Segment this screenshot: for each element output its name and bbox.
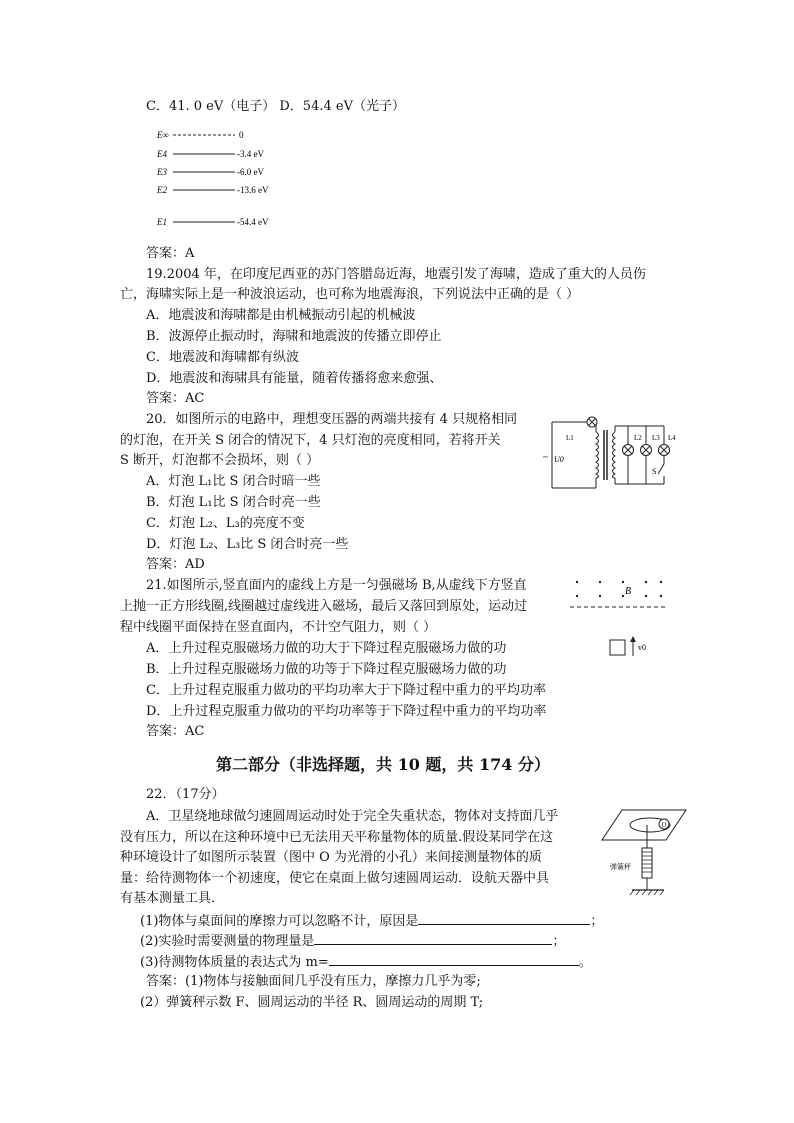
label-spring-scale: 弹簧秤 [610, 863, 631, 871]
q19-option-b: B．波源停止振动时，海啸和地震波的传播立即停止 [146, 329, 442, 344]
q20-stem-line1: 20．如图所示的电路中，理想变压器的两端共接有 4 只规格相同 [146, 412, 518, 427]
q20-answer: 答案：AD [146, 557, 205, 572]
magnetic-field-diagram [566, 576, 676, 662]
q18-options-cd: C．41. 0 eV（电子） D．54.4 eV（光子） [146, 99, 405, 114]
q19-option-a: A．地震波和海啸都是由机械振动引起的机械波 [146, 308, 416, 323]
q22-sub1-end: ； [590, 914, 604, 929]
q19-option-c: C．地震波和海啸都有纵波 [146, 350, 299, 365]
level-value: -54.4 eV [237, 217, 269, 227]
q22-para-line1: A．卫星绕地球做匀速圆周运动时处于完全失重状态，物体对支持面几乎 [146, 809, 559, 824]
label-l1: L1 [566, 434, 574, 442]
q19-answer: 答案：AC [146, 391, 205, 406]
level-label: E3 [157, 167, 167, 177]
q22-sub2 [140, 932, 565, 951]
level-label: E4 [157, 149, 167, 159]
lamp-l1 [587, 417, 597, 427]
arrow-up-icon [630, 636, 636, 642]
label-l2: L2 [634, 434, 642, 442]
q20-stem-line2: 的灯泡，在开关 S 闭合的情况下，4 只灯泡的亮度相同，若将开关 [120, 433, 501, 448]
q22-para-line5: 有基本测量工具． [120, 891, 225, 906]
q21-stem-line2: 上抛一正方形线圈,线圈越过虚线进入磁场，最后又落回到原处，运动过 [120, 599, 528, 614]
q22-sub1-text: (1)物体与桌面间的摩擦力可以忽略不计，原因是 [140, 914, 419, 929]
square-coil [610, 640, 625, 655]
q19-stem-line2: 亡，海啸实际上是一种波浪运动，也可称为地震海浪，下列说法中正确的是（ ） [120, 287, 580, 302]
label-v0: v0 [638, 643, 646, 652]
q20-option-a: A．灯泡 L₁比 S 闭合时暗一些 [146, 474, 321, 489]
q20-stem-line3: S 断开，灯泡都不会损坏，则（ ） [120, 453, 320, 468]
label-u0: U0 [554, 455, 564, 464]
label-switch: S [652, 467, 657, 476]
answer-blank-2[interactable] [314, 932, 552, 945]
label-ac: ~ [543, 452, 548, 462]
answer-blank-1[interactable] [418, 912, 590, 925]
level-label: E1 [157, 217, 167, 227]
q22-sub3-end: 。 [578, 955, 592, 970]
q19-stem-line1: 19.2004 年，在印度尼西亚的苏门答腊岛近海，地震引发了海啸，造成了重大的人员伤 [146, 267, 646, 282]
q22-sub3 [140, 953, 592, 972]
q20-option-c: C．灯泡 L₂、L₃的亮度不变 [146, 516, 305, 531]
energy-level-4 [156, 149, 264, 159]
transformer-circuit-diagram [540, 412, 680, 494]
q20-option-d: D．灯泡 L₂、L₃比 S 闭合时亮一些 [146, 537, 349, 552]
energy-level-inf [156, 130, 244, 140]
energy-level-3 [156, 167, 264, 177]
level-value: -3.4 eV [237, 149, 264, 159]
label-l3: L3 [652, 434, 660, 442]
label-b: B [625, 586, 632, 597]
level-label: E∞ [157, 130, 169, 140]
level-value: -6.0 eV [237, 167, 264, 177]
q21-option-a: A．上升过程克服磁场力做的功大于下降过程克服磁场力做的功 [146, 641, 507, 656]
q21-stem-line1: 21.如图所示,竖直面内的虚线上方是一匀强磁场 B,从虚线下方竖直 [146, 578, 527, 593]
part2-heading: 第二部分（非选择题，共 10 题，共 174 分） [216, 755, 550, 774]
q21-option-c: C．上升过程克服重力做功的平均功率大于下降过程中重力的平均功率 [146, 683, 546, 698]
table-surface [602, 810, 686, 840]
spring-scale [642, 848, 652, 878]
q20-option-b: B．灯泡 L₁比 S 闭合时亮一些 [146, 495, 321, 510]
q22-para-line4: 量：给待测物体一个初速度，使它在桌面上做匀速圆周运动．设航天器中具 [120, 871, 550, 886]
energy-level-2 [156, 185, 269, 195]
q21-option-d: D．上升过程克服重力做功的平均功率等于下降过程中重力的平均功率 [146, 704, 547, 719]
q21-stem-line3: 程中线圈平面保持在竖直面内，不计空气阻力，则（ ） [120, 620, 437, 635]
level-value: -13.6 eV [237, 185, 269, 195]
q22-para-line2: 没有压力，所以在这种环境中已无法用天平称量物体的质量.假设某同学在这 [120, 830, 554, 845]
level-value: 0 [239, 130, 244, 140]
lamp-l4 [659, 445, 670, 456]
answer-blank-3[interactable] [329, 953, 579, 966]
q22-sub1 [140, 912, 603, 931]
label-l4: L4 [668, 434, 676, 442]
q22-para-line3: 种环境设计了如图所示装置（图中 O 为光滑的小孔）来间接测量物体的质 [120, 850, 542, 865]
q22-answer-line2: (2）弹簧秤示数 F、圆周运动的半径 R、圆周运动的周期 T; [140, 995, 484, 1010]
q21-answer: 答案：AC [146, 724, 205, 739]
q22-sub3-text: (3)待测物体质量的表达式为 m= [140, 955, 329, 970]
q22-answer-line1: 答案：(1)物体与接触面间几乎没有压力，摩擦力几乎为零; [146, 974, 481, 989]
lamp-l3 [641, 445, 652, 456]
level-label: E2 [157, 185, 167, 195]
lamp-l2 [623, 445, 634, 456]
q21-option-b: B．上升过程克服磁场力做的功等于下降过程克服磁场力做的功 [146, 662, 507, 677]
spring-scale-apparatus-diagram [592, 806, 692, 902]
q22-number: 22．（17分） [146, 787, 225, 802]
label-o: O [661, 821, 667, 829]
q22-sub2-text: (2)实验时需要测量的物理量是 [140, 934, 315, 949]
energy-level-diagram [155, 124, 285, 232]
energy-level-1 [156, 217, 269, 227]
q22-sub2-end: ； [552, 934, 566, 949]
q19-option-d: D．地震波和海啸具有能量，随着传播将愈来愈强、 [146, 371, 443, 386]
q18-answer: 答案：A [146, 246, 195, 261]
